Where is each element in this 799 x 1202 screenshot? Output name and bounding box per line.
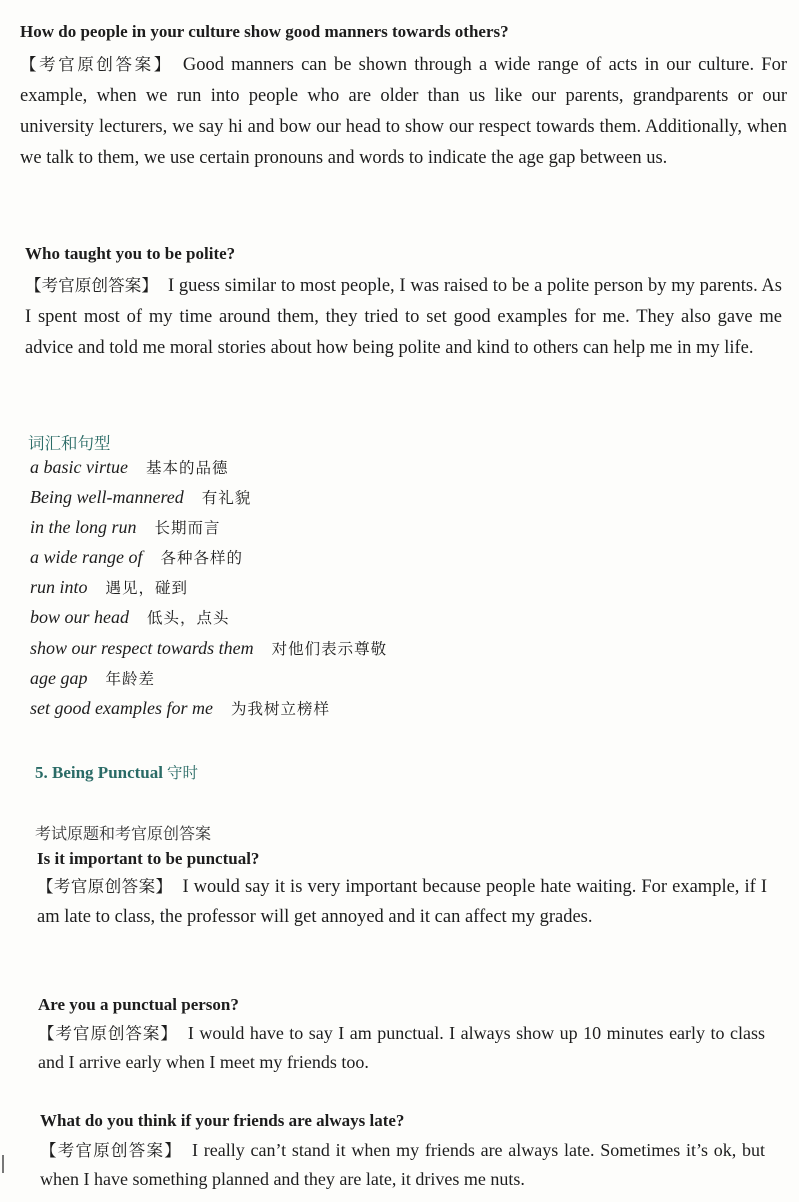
vocab-item: [30, 546, 387, 576]
vocab-item: [30, 637, 387, 667]
vocab-item: [30, 456, 387, 486]
answer-paragraph: [25, 270, 782, 364]
vocab-en: a wide range of: [30, 547, 143, 568]
answer-paragraph: [38, 1019, 765, 1077]
question-heading: Are you a punctual person?: [38, 995, 239, 1014]
answer-text: I would say it is very important because people hate waiting. For example, if I am late to class, the professor will get annoyed and it can affect my grades.: [37, 877, 768, 927]
question-heading: Is it important to be punctual?: [37, 849, 260, 868]
vocab-item: [30, 516, 387, 546]
section-title-en: 5. Being Punctual: [35, 763, 163, 782]
question-heading: How do people in your culture show good manners towards others?: [20, 22, 509, 41]
answer-paragraph: [37, 872, 767, 932]
vocab-zh: 低头，点头: [147, 609, 230, 628]
answer-text: I would have to say I am punctual. I always show up 10 minutes early to class and I arrive early when I meet my friends too.: [38, 1023, 765, 1072]
vocab-item: [30, 486, 387, 516]
answer-text: I guess similar to most people, I was raised to be a polite person by my parents. As I spent most of my time around them, they tried to set good examples for me. They also gave me advice and told me moral stories about how being polite and kind to others can help me in my life.: [25, 276, 782, 358]
vocab-zh: 遇见，碰到: [105, 579, 189, 598]
vocab-item: [30, 697, 387, 727]
answer-tag: 【考官原创答案】: [25, 276, 158, 295]
answer-text: Good manners can be shown through a wide range of acts in our culture. For example, when we run into people who are older than us like our parents, grandparents or our university lecturers, we say hi and bow our head to show our respect towards them. Additionally, when we talk to them, we use certain pronouns and words to indicate the age gap between us.: [20, 55, 787, 168]
vocab-en: in the long run: [30, 517, 137, 538]
vocab-zh: 长期而言: [154, 519, 221, 538]
answer-paragraph: [20, 49, 787, 174]
vocab-en: Being well-mannered: [30, 487, 184, 508]
vocab-en: bow our head: [30, 607, 129, 628]
answer-tag: 【考官原创答案】: [37, 877, 173, 896]
vocab-zh: 年龄差: [105, 669, 156, 688]
vocab-item: [30, 667, 387, 697]
vocab-title: 词汇和句型: [28, 434, 111, 453]
vocab-en: run into: [30, 577, 88, 598]
vocab-zh: 基本的品德: [145, 459, 229, 477]
vocab-en: set good examples for me: [30, 697, 213, 718]
vocab-item: [30, 606, 387, 636]
answer-text: I really can’t stand it when my friends are always late. Sometimes it’s ok, but when I have something planned and they are late, it drives me nuts.: [40, 1140, 766, 1189]
answer-tag: 【考官原创答案】: [40, 1141, 182, 1160]
vocab-en: age gap: [30, 667, 88, 688]
margin-mark: [2, 1155, 4, 1173]
section-subtitle: 考试原题和考官原创答案: [35, 824, 212, 843]
vocab-zh: 有礼貌: [201, 489, 252, 508]
vocab-en: show our respect towards them: [30, 637, 254, 658]
vocab-list: [30, 456, 387, 727]
question-heading: Who taught you to be polite?: [25, 244, 236, 263]
section-title-zh: 守时: [167, 764, 199, 782]
answer-tag: 【考官原创答案】: [38, 1024, 178, 1043]
answer-tag: 【考官原创答案】: [20, 55, 173, 74]
question-heading: What do you think if your friends are always late?: [40, 1111, 405, 1130]
vocab-item: [30, 576, 387, 606]
vocab-zh: 为我树立榜样: [230, 699, 330, 718]
section-title: [35, 761, 198, 783]
vocab-zh: 对他们表示尊敬: [271, 639, 388, 658]
vocab-en: a basic virtue: [30, 457, 128, 477]
vocab-zh: 各种各样的: [160, 549, 244, 568]
answer-paragraph: [40, 1136, 765, 1194]
